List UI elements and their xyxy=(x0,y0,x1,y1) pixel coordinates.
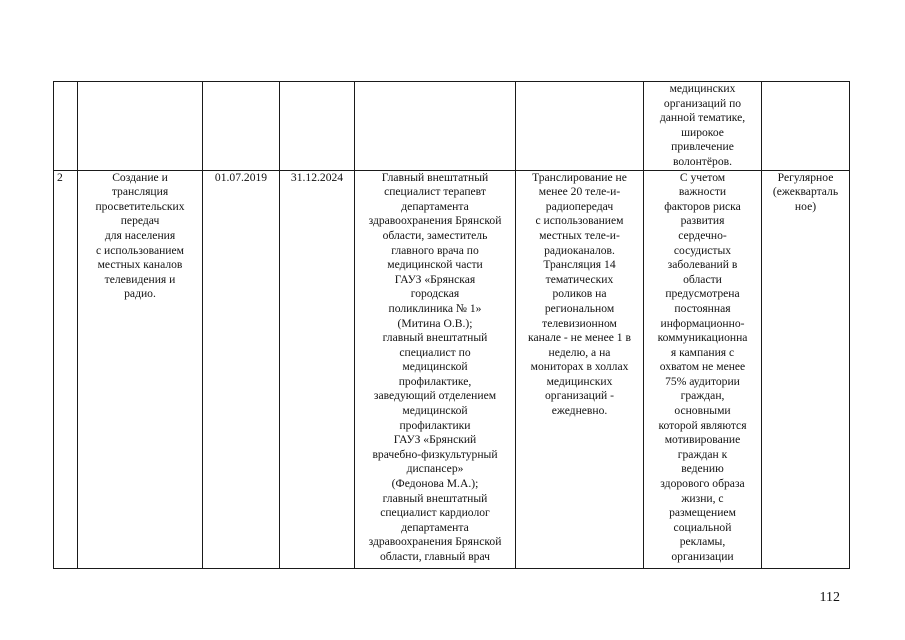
cell-activity xyxy=(78,170,203,568)
text-line: организации xyxy=(671,550,734,563)
text-line: тематических xyxy=(545,272,614,286)
text-line: главного врача по xyxy=(391,243,479,257)
page-number: 112 xyxy=(819,590,840,605)
text-line: канале - не менее 1 в xyxy=(528,331,631,345)
text-line: предусмотрена xyxy=(665,287,740,301)
text-line: для населения xyxy=(104,228,176,242)
cell-indicator xyxy=(516,170,644,568)
text-line: развития xyxy=(680,214,725,228)
text-line: профилактике, xyxy=(398,374,472,388)
text-line: мониторах в холлах xyxy=(530,360,629,374)
text-line: медицинских xyxy=(546,374,613,388)
text-line: с использованием xyxy=(96,243,184,257)
text-line: данной тематике, xyxy=(659,111,746,125)
text-line: Трансляция 14 xyxy=(543,258,616,272)
text-line: медицинской части xyxy=(387,258,483,272)
text-line: сосудистых xyxy=(673,243,732,257)
text-line: Создание и xyxy=(112,170,168,184)
text-line: 75% аудитории xyxy=(665,374,740,388)
text-line: ное) xyxy=(794,199,817,213)
text-line: врачебно-физкультурный xyxy=(372,447,498,461)
text-line: диспансер» xyxy=(406,462,464,476)
text-line: здравоохранения Брянской xyxy=(368,214,502,228)
text-line: роликов на xyxy=(552,287,607,301)
text-line: профилактики xyxy=(399,418,471,432)
text-line: широкое xyxy=(681,125,724,139)
text-line: области, заместитель xyxy=(382,228,488,242)
text-line: Главный внештатный xyxy=(381,170,489,184)
text-line: граждан к xyxy=(677,447,728,461)
text-line: телевидения и xyxy=(104,272,176,286)
text-line: поликлиника № 1» xyxy=(388,301,482,315)
text-line: области, главный врач xyxy=(379,550,490,563)
text-line: организаций по xyxy=(663,96,742,110)
text-line: (Федонова М.А.); xyxy=(391,477,479,491)
text-line: департамента xyxy=(401,520,469,534)
text-line: местных теле-и- xyxy=(539,228,620,242)
text-line: жизни, с xyxy=(681,491,724,505)
cell-end-date: 31.12.2024 xyxy=(280,170,355,568)
expected-result-text xyxy=(647,171,758,568)
text-line: привлечение xyxy=(671,140,734,154)
text-line: мотивирование xyxy=(664,433,741,447)
cell-start-date xyxy=(203,82,280,171)
text-line: здорового образа xyxy=(660,477,745,491)
cell-indicator xyxy=(516,82,644,171)
text-line: размещением xyxy=(669,506,736,520)
text-line: (Митина О.В.); xyxy=(397,316,473,330)
table-row-continuation xyxy=(54,82,850,171)
cell-expected-result xyxy=(644,170,762,568)
text-line: области xyxy=(683,272,722,286)
text-line: радио. xyxy=(124,287,156,301)
text-line: важности xyxy=(678,185,727,199)
cell-start-date: 01.07.2019 xyxy=(203,170,280,568)
text-line: неделю, а на xyxy=(548,345,611,359)
cell-responsible xyxy=(355,82,516,171)
text-line: заболеваний в xyxy=(667,258,738,272)
text-line: радиоканалов. xyxy=(544,243,615,257)
text-line: ведению xyxy=(681,462,724,476)
text-line: медицинской xyxy=(402,404,468,418)
text-line: факторов риска xyxy=(664,199,741,213)
text-line: главный внештатный xyxy=(382,331,488,345)
text-line: коммуникационна xyxy=(657,331,748,345)
text-line: волонтёров. xyxy=(672,154,732,168)
text-line: заведующий отделением xyxy=(373,389,497,403)
cell-expected-result xyxy=(644,82,762,171)
text-line: телевизионном xyxy=(542,316,617,330)
text-line: организаций - xyxy=(544,389,614,403)
cell-frequency xyxy=(762,82,850,171)
text-line: здравоохранения Брянской xyxy=(368,535,502,549)
text-line: которой являются xyxy=(658,418,747,432)
cell-activity xyxy=(78,82,203,171)
text-line: граждан, xyxy=(680,389,725,403)
text-line: специалист терапевт xyxy=(384,185,486,199)
text-line: с использованием xyxy=(535,214,624,228)
measures-table xyxy=(53,81,850,569)
text-line: социальной xyxy=(673,520,732,534)
table-row xyxy=(54,170,850,568)
text-line: ГАУЗ «Брянский xyxy=(393,433,477,447)
text-line: Транслирование не xyxy=(532,170,627,184)
cell-number: 2 xyxy=(54,170,78,568)
responsible-text xyxy=(358,171,512,568)
text-line: постоянная xyxy=(674,301,731,315)
text-line: трансляция xyxy=(111,185,169,199)
cell-end-date xyxy=(280,82,355,171)
text-line: медицинских xyxy=(669,82,736,95)
text-line: С учетом xyxy=(679,170,726,184)
text-line: просветительских xyxy=(95,199,185,213)
cell-responsible xyxy=(355,170,516,568)
text-line: охватом не менее xyxy=(659,360,746,374)
text-line: (ежекварталь xyxy=(772,185,839,199)
text-line: главный внештатный xyxy=(382,491,488,505)
text-line: региональном xyxy=(544,301,615,315)
cell-frequency xyxy=(762,170,850,568)
text-line: специалист кардиолог xyxy=(380,506,490,520)
text-line: передач xyxy=(120,214,160,228)
text-line: основными xyxy=(674,404,731,418)
text-line: информационно- xyxy=(660,316,745,330)
text-line: я кампания с xyxy=(670,345,735,359)
text-line: Регулярное xyxy=(777,170,834,184)
text-line: сердечно- xyxy=(678,228,727,242)
text-line: медицинской xyxy=(402,360,468,374)
text-line: ежедневно. xyxy=(551,404,608,418)
text-line: специалист по xyxy=(399,345,471,359)
cell-number xyxy=(54,82,78,171)
text-line: менее 20 теле-и- xyxy=(538,185,621,199)
text-line: департамента xyxy=(401,199,469,213)
text-line: рекламы, xyxy=(679,535,726,549)
text-line: местных каналов xyxy=(97,258,183,272)
text-line: ГАУЗ «Брянская xyxy=(394,272,476,286)
text-line: городская xyxy=(410,287,460,301)
text-line: радиопередач xyxy=(545,199,614,213)
